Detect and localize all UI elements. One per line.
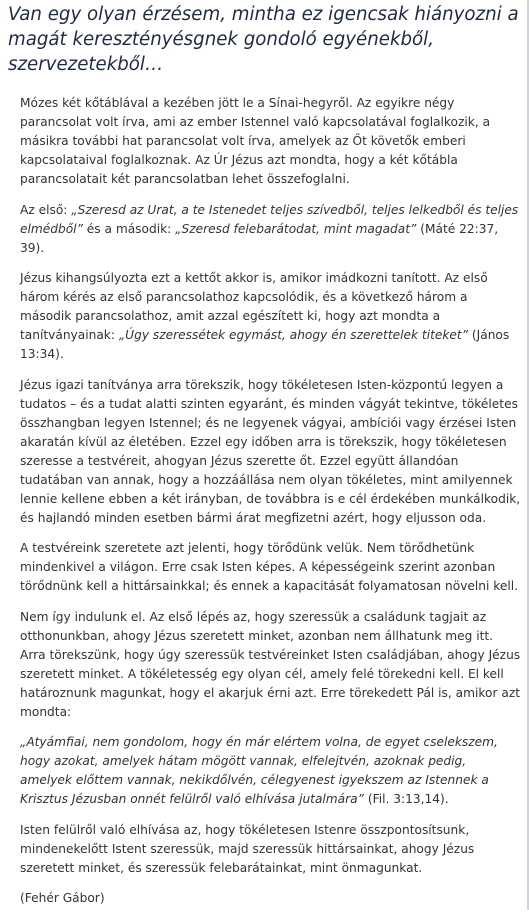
paragraph-two-commandments (20, 201, 522, 258)
paragraph-love-of-brethren: A testvéreink szeretete azt jelenti, hogy törődünk velük. Nem törődhetünk mindenkivel a világon. Erre csak Isten képes. A képességeink szerint azonban törődnünk kell a hittársainkkal; és ennek a kapacitását folyamatosan növelni kell. (20, 541, 519, 593)
scripture-reference: (Máté 22:37, 39). (20, 221, 499, 255)
scripture-quote-philippians: „Atyámfiai, nem gondolom, hogy én már elértem volna, de egyet cselekszem, hogy azokat, amelyek hátam mögött vannak, elfelejtvén, azoknak pedig, amelyek előttem vannak, nekikdőlvén, célegyenest igyekszem az Istennek a Krisztus Jézusban onnét felülről való elhívása jutalmára” (20, 735, 498, 806)
paragraph-prayer (20, 269, 522, 364)
paragraph-lead-text: Az első: (20, 202, 72, 217)
paragraph-mid-text: és a második: (82, 221, 176, 236)
scripture-quote-second-commandment: „Szeresd felebarátodat, mint magadat” (175, 221, 417, 236)
title-line-3: szervezetekből… (8, 54, 164, 75)
scripture-reference: (Fil. 3:13,14). (363, 792, 449, 806)
scripture-reference: (János 13:34). (20, 328, 510, 361)
author-signature: (Fehér Gábor) (20, 891, 105, 905)
paragraph-first-step: Nem így indulunk el. Az első lépés az, hogy szeressük a családunk tagjait az otthonunkban, ahogy Jézus szeretett minket, azonban nem állhatunk meg itt. Arra törekszünk, hogy úgy szeressük testvéreinket Isten családjában, ahogy Jézus szeretett minket. A tökéletesség egy olyan cél, amely felé törekedni kell. El kell határoznunk magunkat, hogy el akarjuk érni azt. Erre törekedett Pál is, amikor azt mondta: (20, 609, 521, 719)
paragraph-calling: Isten felülről való elhívása az, hogy tökéletesen Istenre összpontosítsunk, mindenekelőtt Istent szeressük, majd szeressük hittársainkat, ahogy Jézus szeretett minket, és szeressük felebarátainkat, mint önmagunkat. (20, 822, 475, 875)
title-line-2: magát keresztényésgnek gondoló egyénekből, (8, 29, 435, 50)
post-body (20, 94, 522, 920)
scripture-quote-first-commandment: „Szeresd az Urat, a te Istenedet teljes szívedből, teljes lelkedből és teljes elmédből” (20, 202, 519, 236)
paragraph-tablets: Mózes két kőtáblával a kezében jött le a Sínai-hegyről. Az egyikre négy parancsolat volt írva, ami az ember Istennel való kapcsolatával foglalkozik, a másikra további hat parancsolat volt írva, amelyek az Őt követők emberi kapcsolataival foglalkoznak. Az Úr Jézus azt mondta, hogy a két kőtábla parancsolatait két parancsolatban lehet összefoglalni. (20, 96, 491, 186)
post-title (8, 2, 526, 77)
scripture-quote-love-one-another: „Úgy szeressétek egymást, ahogy én szerettelek titeket” (118, 328, 469, 342)
paragraph-paul-quote (20, 733, 522, 809)
paragraph-true-disciple: Jézus igazi tanítványa arra törekszik, hogy tökéletesen Isten-központú legyen a tudatos – és a tudat alatti szinten egyaránt, és minden vágyát tekintve, tökéletes összhangban legyen Istennel; és ne legyenek vágyai, ambíciói vagy érzései Isten akaratán kívül az életében. Ezzel egy időben arra is törekszik, hogy tökéletesen szeresse a testvéreit, ahogyan Jézus szerette őt. Ezzel együtt állandóan tudatában van annak, hogy a hozzáállása nem olyan tökéletes, mint amilyennek lennie kellene ebben a két irányban, de továbbra is e cél érdekében munkálkodik, és hajlandó minden esetben bármi árat megfizetni azért, hogy eljusson oda. (20, 377, 521, 525)
paragraph-lead-text: Jézus kihangsúlyozta ezt a kettőt akkor is, amikor imádkozni tanított. Az első három kérés az első parancsolathoz kapcsolódik, és a következő három a második parancsolathoz, amit azzal egészített ki, hogy azt mondta a tanítványainak: (20, 271, 488, 342)
title-line-1: Van egy olyan érzésem, mintha ez igencsak hiányozni a (8, 4, 519, 25)
